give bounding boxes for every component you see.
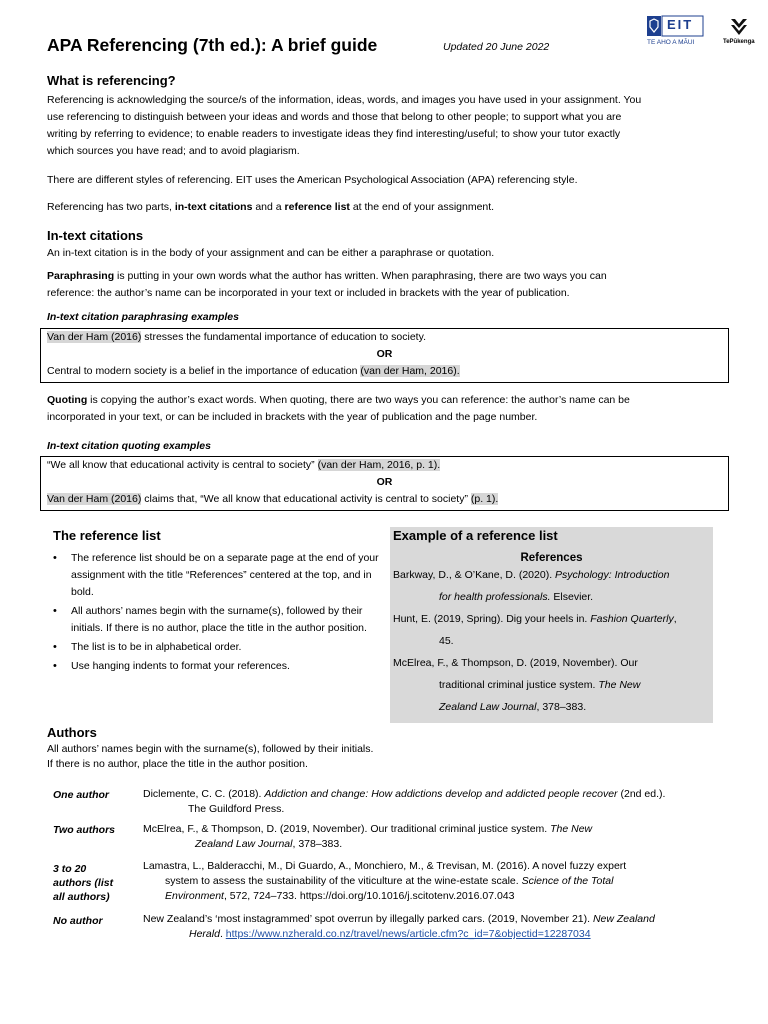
or-label: OR [376, 476, 393, 488]
paraphrasing-paragraph [47, 268, 607, 302]
intext-intro: An in-text citation is in the body of your assignment and can be either a paraphrase or quotation. [47, 247, 495, 259]
bullet-item: • All authors’ names begin with the surname(s), followed by their initials. If there is no author, place the title in the author position. [47, 603, 382, 637]
two-parts-text [47, 199, 494, 216]
citation-highlight: (van der Ham, 2016). [360, 365, 460, 377]
example-references [393, 564, 677, 718]
example-reference-list-panel [390, 527, 713, 723]
text: Fashion Quarterly [590, 613, 674, 625]
text: Zealand Law Journal [439, 701, 537, 713]
three-to-twenty-authors-label [53, 862, 113, 904]
text: traditional criminal justice system. [439, 679, 599, 691]
citation-highlight: Van der Ham (2016) [47, 331, 142, 343]
bullet-item: • The reference list should be on a separate page at the end of your assignment with the title “References” centered at the top, and in bold. [47, 550, 382, 601]
bullet-item: • The list is to be in alphabetical order. [47, 639, 382, 656]
text: Referencing has two parts, [47, 201, 175, 213]
text: The Guildford Press. [188, 803, 285, 815]
quoting-examples-box [40, 456, 729, 511]
text: reference: the author’s name can be incorporated in your text or included in brackets with the year of publication. [47, 287, 570, 299]
text: Central to modern society is a belief in the importance of education [47, 365, 361, 377]
text: is copying the author’s exact words. When quoting, there are two ways you can reference: the author’s name can be [87, 394, 630, 406]
references-title: References [520, 552, 583, 564]
reference-list-bullets [47, 550, 382, 677]
paraphrasing-examples-box [40, 328, 729, 383]
text: Hunt, E. (2019, Spring). Dig your heels in. [393, 613, 591, 625]
page-title: APA Referencing (7th ed.): A brief guide [47, 35, 378, 55]
text: , [673, 613, 677, 625]
text: at the end of your assignment. [349, 201, 495, 213]
text: All authors’ names begin with the surname(s), followed by their initials. [47, 743, 374, 755]
reference-list-bold: reference list [284, 201, 350, 213]
text: 3 to 20 [53, 863, 87, 875]
text: claims that, “We all know that educational activity is central to society” [141, 493, 471, 505]
logo-subtitle: TE AHO A MĀUI [647, 39, 695, 46]
what-line: which sources you have read; and to avoid plagiarism. [47, 145, 300, 157]
text: Zealand Law Journal [195, 838, 293, 850]
citation-highlight: (p. 1). [470, 493, 499, 505]
bullet-item: • Use hanging indents to format your references. [47, 658, 382, 675]
example-heading: Example of a reference list [393, 528, 558, 543]
text: , 378–383. [292, 838, 343, 850]
text: Science of the Total [521, 875, 614, 887]
text: Herald [189, 928, 220, 940]
text: for health professionals. [439, 591, 551, 603]
text: Environment [165, 890, 224, 902]
what-line: writing by referring to evidence; to enable readers to investigate ideas they find interesting/useful; to show your tutor exactly [47, 128, 621, 140]
text: New Zealand’s ‘most instagrammed’ spot overrun by illegally parked cars. (2019, November 21). [143, 913, 593, 925]
text: “We all know that educational activity is central to society” [47, 459, 318, 471]
updated-date: Updated 20 June 2022 [443, 41, 550, 53]
text: New Zealand [592, 913, 655, 925]
text: . [219, 928, 226, 940]
intext-heading: In-text citations [47, 228, 144, 243]
paraphrasing-bold: Paraphrasing [47, 270, 115, 282]
two-authors-label: Two authors [53, 824, 116, 836]
no-author-example [143, 912, 655, 942]
text: , 378–383. [536, 701, 587, 713]
text: authors (list [53, 877, 114, 889]
text: and a [252, 201, 285, 213]
text: stresses the fundamental importance of education to society. [141, 331, 426, 343]
paraphrasing-examples-label: In-text citation paraphrasing examples [47, 311, 239, 323]
quoting-examples-label: In-text citation quoting examples [47, 440, 211, 452]
text: is putting in your own words what the author has written. When paraphrasing, there are two ways you can [114, 270, 607, 282]
quoting-bold: Quoting [47, 394, 88, 406]
text: , 572, 724–733. https://doi.org/10.1016/j.scitotenv.2016.07.043 [223, 890, 515, 902]
no-author-label: No author [53, 915, 103, 927]
two-authors-example [143, 822, 592, 852]
citation-highlight: Van der Ham (2016) [47, 493, 142, 505]
text: McElrea, F., & Thompson, D. (2019, November). Our [393, 657, 638, 669]
text: (2nd ed.). [617, 788, 666, 800]
text: Lamastra, L., Balderacchi, M., Di Guardo, A., Monchiero, M., & Trevisan, M. (2016). A novel fuzzy expert [143, 860, 627, 872]
authors-heading: Authors [47, 725, 97, 740]
text: The New [550, 823, 593, 835]
nzherald-link[interactable]: https://www.nzherald.co.nz/travel/news/article.cfm?c_id=7&objectid=12287034 [225, 928, 591, 940]
authors-intro [47, 742, 373, 772]
text: McElrea, F., & Thompson, D. (2019, November). Our traditional criminal justice system. [143, 823, 551, 835]
one-author-label: One author [53, 789, 110, 801]
text: Barkway, D., & O’Kane, D. (2020). [393, 569, 556, 581]
or-label: OR [376, 348, 393, 360]
what-paragraph [47, 92, 641, 160]
text: Psychology: Introduction [555, 569, 670, 581]
text: system to assess the sustainability of the viticulture at the wine-estate scale. [165, 875, 522, 887]
three-to-twenty-authors-example [143, 859, 626, 904]
citation-highlight: (van der Ham, 2016, p. 1). [317, 459, 441, 471]
apa-style-text: There are different styles of referencing. EIT uses the American Psychological Association (APA) referencing style. [47, 174, 578, 186]
text: incorporated in your text, or can be included in brackets with the year of publication and the page number. [47, 411, 538, 423]
eit-logo [645, 15, 755, 49]
in-text-citations-bold: in-text citations [174, 201, 253, 213]
logo-eit-text: EIT [667, 17, 694, 32]
what-line: use referencing to distinguish between your ideas and words and those that belong to other people; to support what you are [47, 111, 622, 123]
text: Addiction and change: How addictions develop and addicted people recover [264, 788, 618, 800]
text: If there is no author, place the title in the author position. [47, 758, 308, 770]
reference-list-heading: The reference list [53, 528, 161, 543]
one-author-example [143, 787, 665, 817]
text: all authors) [53, 891, 110, 903]
what-line: Referencing is acknowledging the source/s of the information, ideas, words, and images you have used in your assignment. You [47, 94, 642, 106]
what-heading: What is referencing? [47, 73, 176, 88]
text: Diclemente, C. C. (2018). [143, 788, 265, 800]
quoting-paragraph [47, 392, 630, 426]
logo-tepukenga: TePūkenga [723, 39, 755, 45]
text: Elsevier. [550, 591, 594, 603]
text: The New [598, 679, 641, 691]
text: 45. [439, 635, 454, 647]
